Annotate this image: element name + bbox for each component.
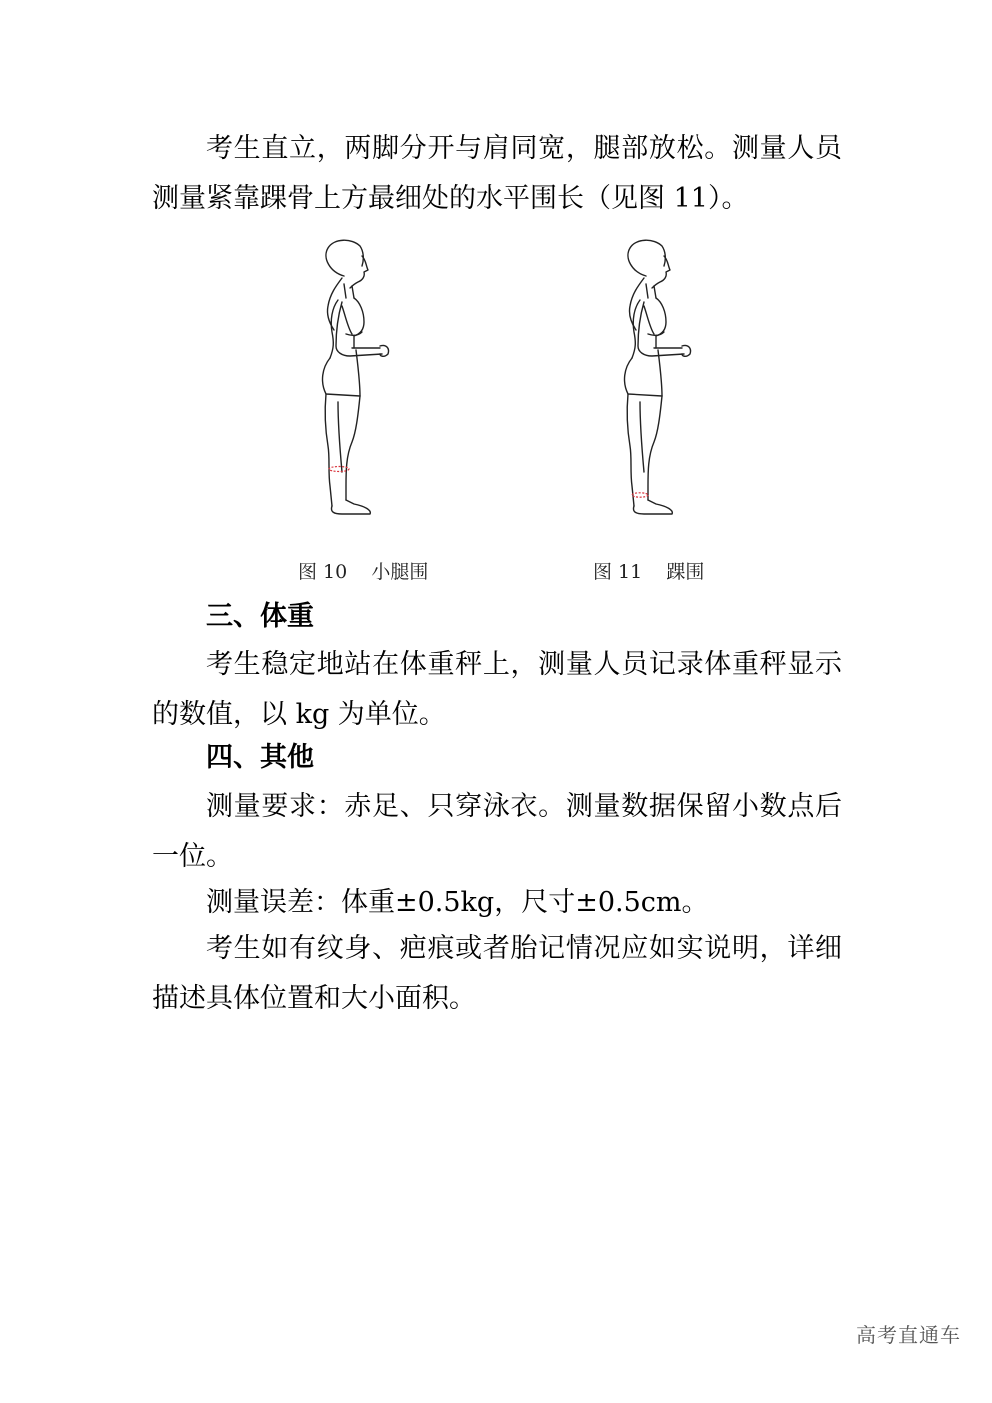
figure-11-drawing xyxy=(574,236,734,526)
figure-10-caption: 图 10 小腿围 xyxy=(298,561,429,583)
figure-11-caption: 图 11 踝围 xyxy=(593,561,705,583)
paragraph-weight-measurement: 考生稳定地站在体重秤上，测量人员记录体重秤显示的数值，以 kg 为单位。 xyxy=(152,649,842,730)
paragraph-tattoo-scar-note: 考生如有纹身、疤痕或者胎记情况应如实说明，详细描述具体位置和大小面积。 xyxy=(152,933,842,1014)
paragraph-ankle-measurement: 考生直立，两脚分开与肩同宽，腿部放松。测量人员测量紧靠踝骨上方最细处的水平围长（见图 11）。 xyxy=(152,133,842,214)
ankle-measure-line xyxy=(632,493,648,497)
section-heading-weight: 三、体重 xyxy=(206,601,314,632)
section-heading-other: 四、其他 xyxy=(206,742,314,773)
paragraph-measurement-error: 测量误差：体重±0.5kg，尺寸±0.5cm。 xyxy=(206,887,709,918)
figure-11-ankle-girth xyxy=(574,236,734,526)
paragraph-measurement-requirements: 测量要求：赤足、只穿泳衣。测量数据保留小数点后一位。 xyxy=(152,791,842,872)
figure-10-calf-girth xyxy=(272,236,432,526)
watermark-text: 高考直通车 xyxy=(856,1323,961,1347)
figure-10-drawing xyxy=(272,236,432,526)
